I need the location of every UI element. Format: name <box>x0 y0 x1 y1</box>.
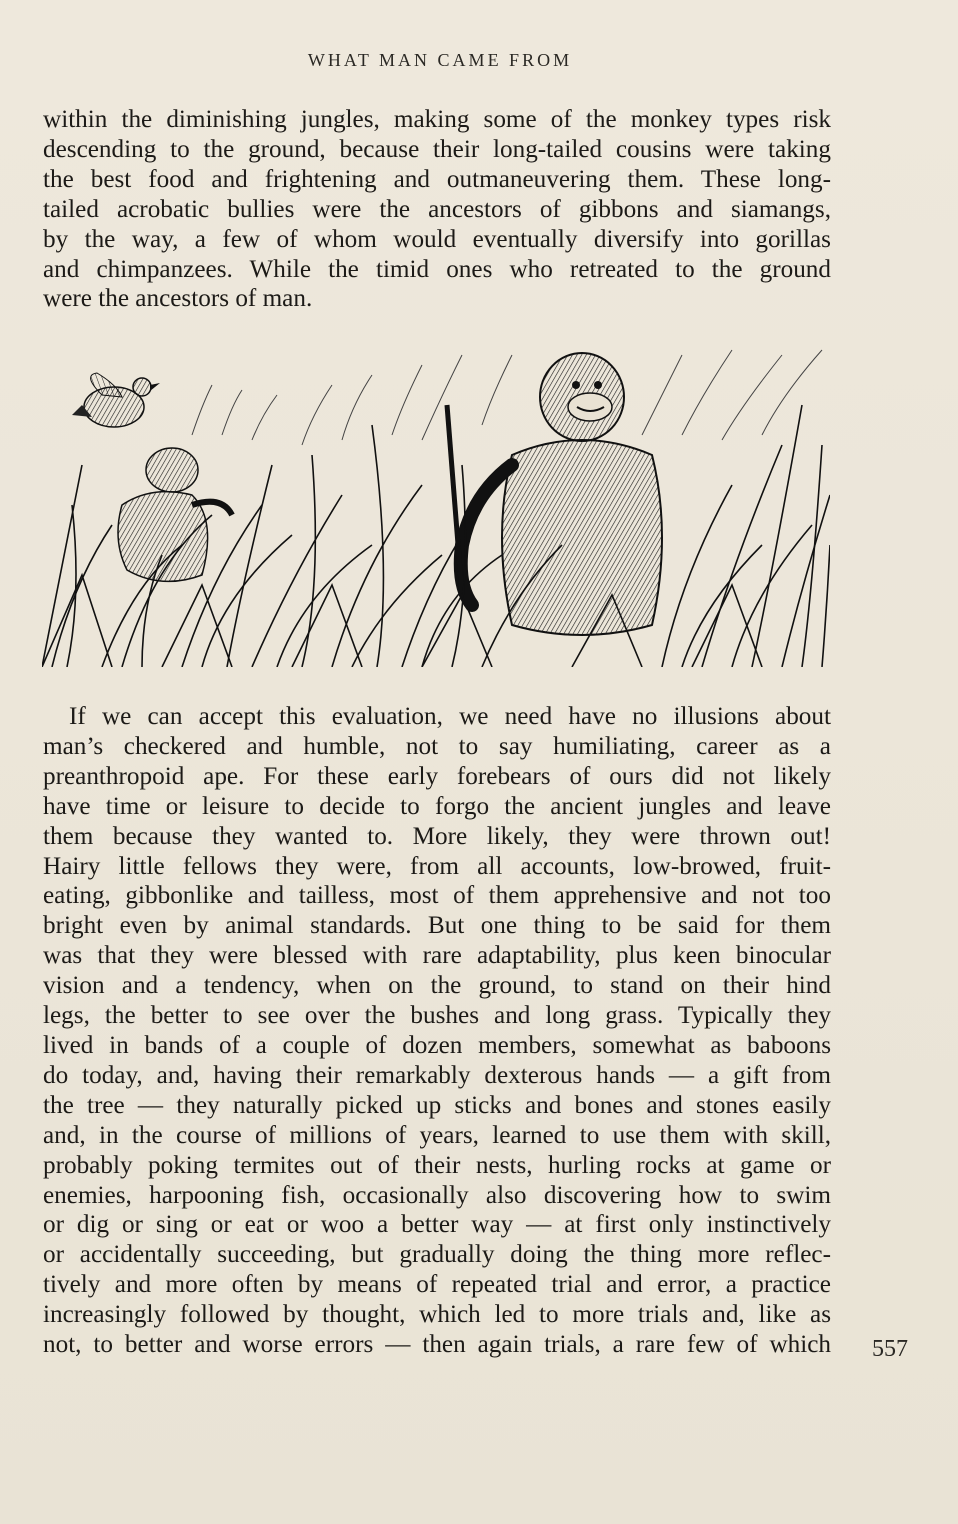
text-line: not, to better and worse errors — then again trials, a rare few of which <box>43 1331 831 1359</box>
text-line: have time or leisure to decide to forgo the ancient jungles and leave <box>43 792 831 820</box>
paragraph-1 <box>43 105 831 314</box>
text-line: eating, gibbonlike and tailless, most of them apprehensive and not too <box>43 882 831 910</box>
small-ape-figure <box>118 448 232 581</box>
text-line: lived in bands of a couple of dozen members, somewhat as baboons <box>43 1031 831 1059</box>
ape-illustration <box>42 345 830 667</box>
text-line: tively and more often by means of repeated trial and error, a practice <box>43 1271 831 1299</box>
text-line: or accidentally succeeding, but gradually doing the thing more reflec- <box>43 1241 831 1269</box>
text-line: tailed acrobatic bullies were the ancestors of gibbons and siamangs, <box>43 195 831 223</box>
text-line: increasingly followed by thought, which led to more trials and, like as <box>43 1301 831 1329</box>
text-line: the best food and frightening and outmaneuvering them. These long- <box>43 165 831 193</box>
text-line: bright even by animal standards. But one thing to be said for them <box>43 912 831 940</box>
text-line: man’s checkered and humble, not to say humiliating, career as a <box>43 732 831 760</box>
grass-background <box>192 350 822 445</box>
text-line: vision and a tendency, when on the ground, to stand on their hind <box>43 972 831 1000</box>
text-line: and chimpanzees. While the timid ones who retreated to the ground <box>43 255 831 283</box>
text-line: was that they were blessed with rare adaptability, plus keen binocular <box>43 942 831 970</box>
text-line: the tree — they naturally picked up sticks and bones and stones easily <box>43 1091 831 1119</box>
text-line: were the ancestors of man. <box>43 285 313 313</box>
text-line: If we can accept this evaluation, we need have no illusions about <box>69 703 831 730</box>
text-line: by the way, a few of whom would eventually diversify into gorillas <box>43 225 831 253</box>
text-line: them because they wanted to. More likely, they were thrown out! <box>43 822 831 850</box>
bird-figure <box>72 373 160 427</box>
large-ape-figure <box>447 353 662 635</box>
text-line: enemies, harpooning fish, occasionally also discovering how to swim <box>43 1181 831 1209</box>
running-head: WHAT MAN CAME FROM <box>307 50 573 70</box>
text-line: or dig or sing or eat or woo a better way — at first only instinctively <box>43 1211 831 1239</box>
text-line: descending to the ground, because their long-tailed cousins were taking <box>43 135 831 163</box>
text-line: preanthropoid ape. For these early forebears of ours did not likely <box>43 762 831 790</box>
text-line: do today, and, having their remarkably dexterous hands — a gift from <box>43 1061 831 1089</box>
paragraph-2 <box>43 702 831 1360</box>
text-line: Hairy little fellows they were, from all accounts, low-browed, fruit- <box>43 852 831 880</box>
page-number: 557 <box>872 1336 908 1362</box>
text-line: legs, the better to see over the bushes and long grass. Typically they <box>43 1002 831 1030</box>
text-line: probably poking termites out of their nests, hurling rocks at game or <box>43 1151 831 1179</box>
text-line: within the diminishing jungles, making some of the monkey types risk <box>43 106 831 133</box>
text-line: and, in the course of millions of years, learned to use them with skill, <box>43 1121 831 1149</box>
